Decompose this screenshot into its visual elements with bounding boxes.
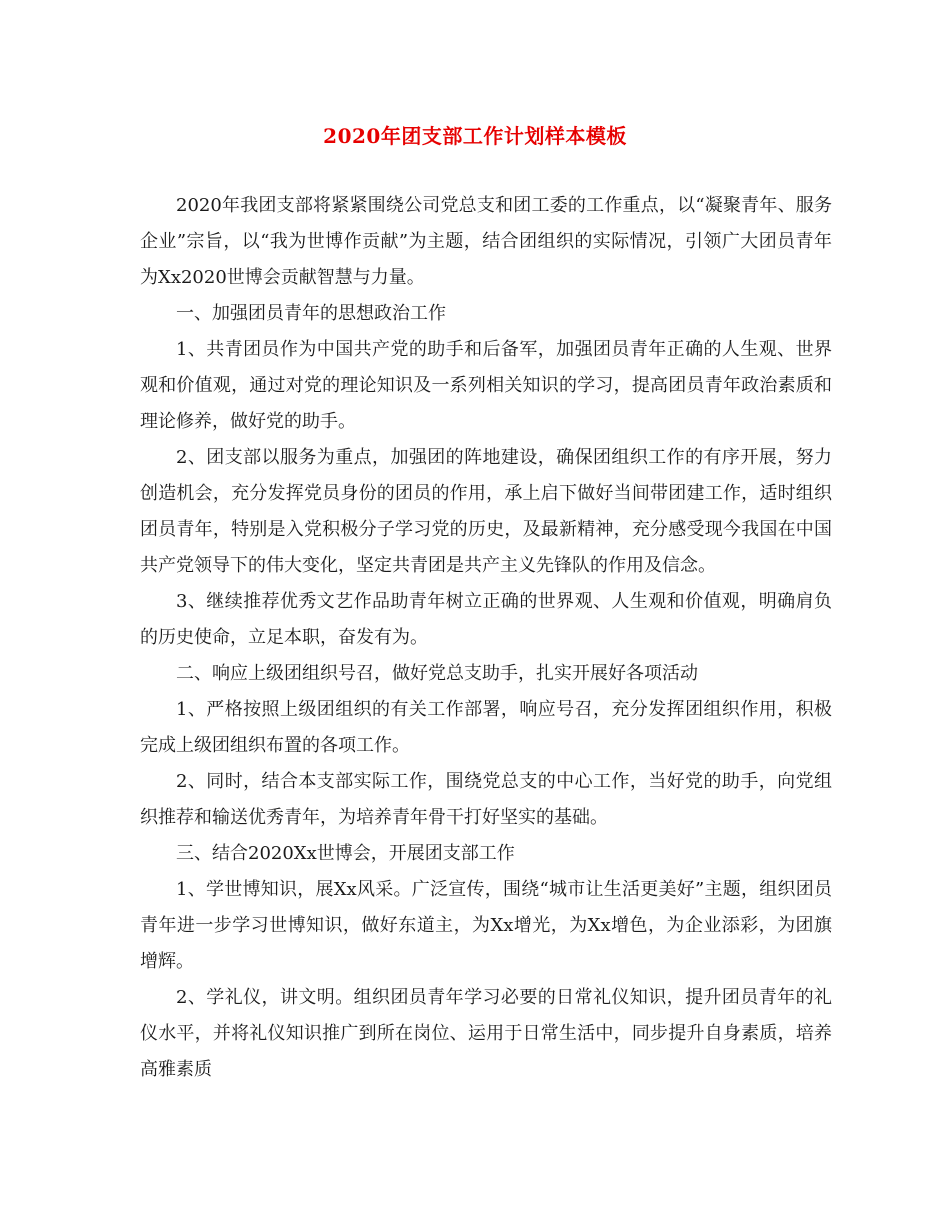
document-body xyxy=(140,188,832,1088)
paragraph-2-1: 1、严格按照上级团组织的有关工作部署，响应号召，充分发挥团组织作用，积极完成上级团组织布置的各项工作。 xyxy=(140,699,832,756)
section-heading-2: 二、响应上级团组织号召，做好党总支助手，扎实开展好各项活动 xyxy=(176,663,698,684)
document-title: 2020年团支部工作计划样本模板 xyxy=(323,124,627,148)
paragraph-1-1: 1、共青团员作为中国共产党的助手和后备军，加强团员青年正确的人生观、世界观和价值观，通过对党的理论知识及一系列相关知识的学习，提高团员青年政治素质和理论修养，做好党的助手。 xyxy=(140,339,832,432)
paragraph-1-2: 2、团支部以服务为重点，加强团的阵地建设，确保团组织工作的有序开展，努力创造机会，充分发挥党员身份的团员的作用，承上启下做好当间带团建工作，适时组织团员青年，特别是入党积极分子学习党的历史，及最新精神，充分感受现今我国在中国共产党领导下的伟大变化，坚定共青团是共产主义先锋队的作用及信念。 xyxy=(140,447,832,576)
paragraph-3-1: 1、学世博知识，展Xx风采。广泛宣传，围绕“城市让生活更美好”主题，组织团员青年进一步学习世博知识，做好东道主，为Xx增光，为Xx增色，为企业添彩，为团旗增辉。 xyxy=(140,879,832,972)
paragraph-2-2: 2、同时，结合本支部实际工作，围绕党总支的中心工作，当好党的助手，向党组织推荐和输送优秀青年，为培养青年骨干打好坚实的基础。 xyxy=(140,771,832,828)
section-heading-3: 三、结合2020Xx世博会，开展团支部工作 xyxy=(176,843,515,864)
paragraph-1-3: 3、继续推荐优秀文艺作品助青年树立正确的世界观、人生观和价值观，明确肩负的历史使命，立足本职，奋发有为。 xyxy=(140,591,832,648)
section-heading-1: 一、加强团员青年的思想政治工作 xyxy=(176,303,446,324)
paragraph-intro: 2020年我团支部将紧紧围绕公司党总支和团工委的工作重点，以“凝聚青年、服务企业”宗旨，以“我为世博作贡献”为主题，结合团组织的实际情况，引领广大团员青年为Xx2020世博会贡献智慧与力量。 xyxy=(140,195,832,288)
paragraph-3-2: 2、学礼仪，讲文明。组织团员青年学习必要的日常礼仪知识，提升团员青年的礼仪水平，并将礼仪知识推广到所在岗位、运用于日常生活中，同步提升自身素质，培养高雅素质 xyxy=(140,987,832,1080)
